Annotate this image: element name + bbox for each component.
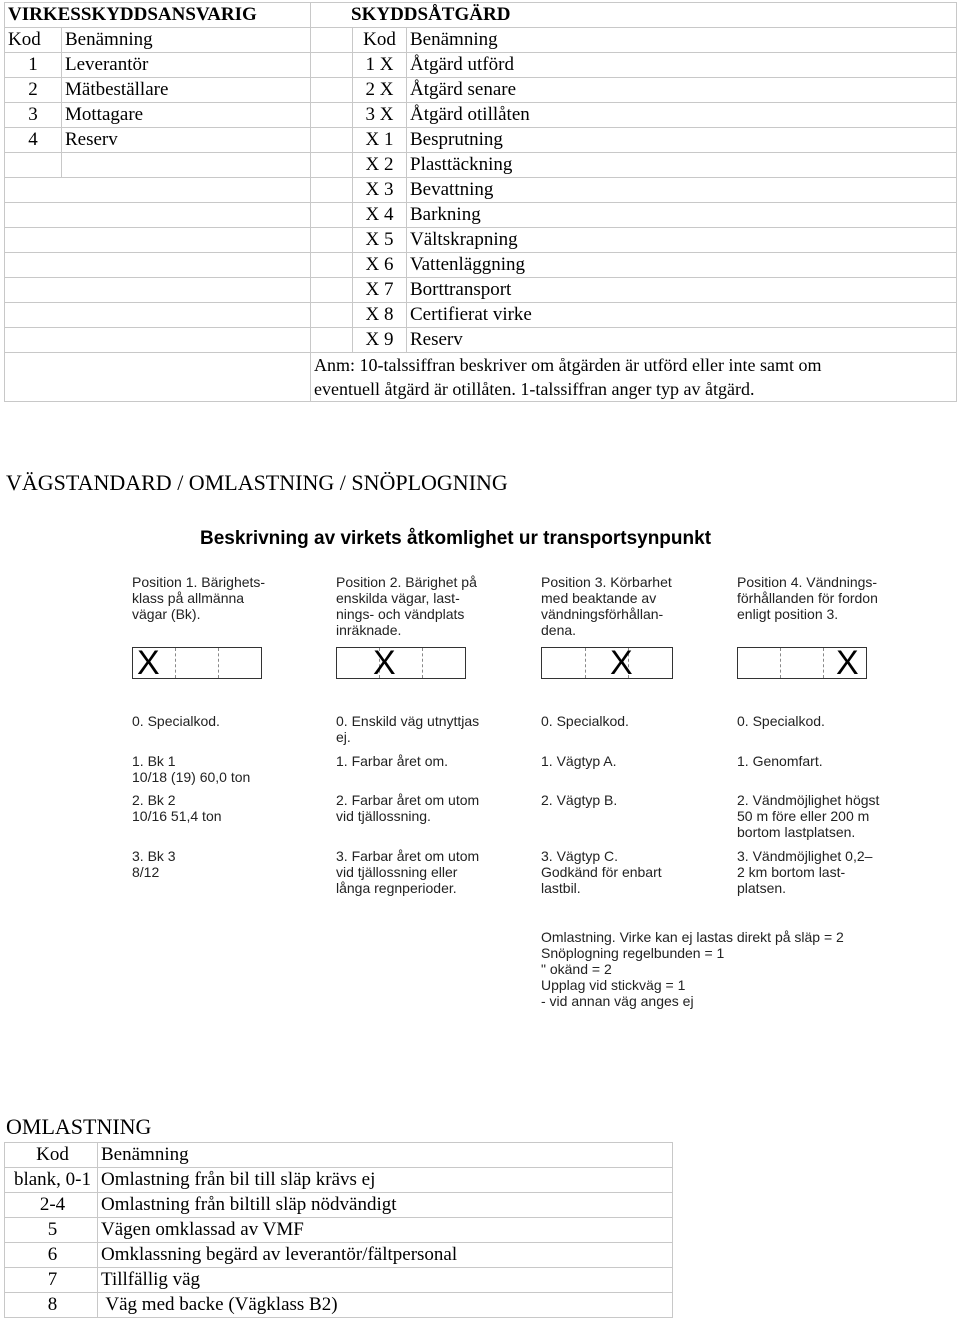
right-label: Vältskrapning xyxy=(407,228,957,253)
right-kod: X 4 xyxy=(353,203,407,228)
right-kod: X 3 xyxy=(353,178,407,203)
label-cell: Omlastning från biltill släp nödvändigt xyxy=(98,1193,673,1218)
position-box-4 xyxy=(737,644,867,682)
col2-item: 0. Enskild väg utnyttjas ej. xyxy=(336,713,480,745)
col3-item: 0. Specialkod. xyxy=(541,713,629,729)
left-label: Mottagare xyxy=(62,103,311,128)
skydd-table xyxy=(4,2,957,402)
table-row xyxy=(5,1193,673,1218)
col-benamning: Benämning xyxy=(407,28,957,53)
table-header-row xyxy=(5,3,957,28)
right-label: Reserv xyxy=(407,328,957,353)
col4-item: 1. Genomfart. xyxy=(737,753,823,769)
x-mark: X xyxy=(836,644,859,682)
col1-head: Position 1. Bärighets- klass på allmänna vägar (Bk). xyxy=(132,574,266,622)
kod-cell: 5 xyxy=(5,1218,98,1243)
table-row xyxy=(5,278,957,303)
right-label: Åtgärd otillåten xyxy=(407,103,957,128)
right-label: Åtgärd utförd xyxy=(407,53,957,78)
table-row xyxy=(5,53,957,78)
right-label: Barkning xyxy=(407,203,957,228)
col1-item: 2. Bk 2 10/16 51,4 ton xyxy=(132,792,222,824)
label-cell: Väg med backe (Vägklass B2) xyxy=(98,1293,673,1318)
col3-item: 2. Vägtyp B. xyxy=(541,792,618,808)
kod-cell: 2-4 xyxy=(5,1193,98,1218)
col2-item: 2. Farbar året om utom vid tjällossning. xyxy=(336,792,480,824)
left-kod: 4 xyxy=(5,128,62,153)
table-row xyxy=(5,103,957,128)
right-kod: X 8 xyxy=(353,303,407,328)
left-label: Leverantör xyxy=(62,53,311,78)
note: Anm: 10-talssiffran beskriver om åtgärden är utförd eller inte samt om eventuell åtgärd är otillåten. 1-talssiffran anger typ av åtgärd. xyxy=(311,353,957,402)
table-row xyxy=(5,78,957,103)
left-kod: 2 xyxy=(5,78,62,103)
col2-item: 1. Farbar året om. xyxy=(336,753,449,769)
left-label: Reserv xyxy=(62,128,311,153)
col-kod: Kod xyxy=(353,28,407,53)
col3-head: Position 3. Körbarhet med beaktande av vändningsförhållan- dena. xyxy=(541,574,672,638)
note-row xyxy=(5,353,957,402)
col2-head: Position 2. Bärighet på enskilda vägar, last- nings- och vändplats inräknade. xyxy=(336,574,477,638)
position-box-3 xyxy=(541,644,673,682)
col2-item: 3. Farbar året om utom vid tjällossning eller långa regnperioder. xyxy=(336,848,480,896)
table-row xyxy=(5,178,957,203)
table-header-row xyxy=(5,1143,673,1168)
right-label: Vattenläggning xyxy=(407,253,957,278)
figure-title: Beskrivning av virkets åtkomlighet ur transportsynpunkt xyxy=(200,528,712,549)
right-kod: X 2 xyxy=(353,153,407,178)
label-cell: Omklassning begärd av leverantör/fältpersonal xyxy=(98,1243,673,1268)
table-row xyxy=(5,203,957,228)
col-benamning: Benämning xyxy=(98,1143,673,1168)
right-kod: 1 X xyxy=(353,53,407,78)
table-row xyxy=(5,153,957,178)
col-kod: Kod xyxy=(5,28,62,53)
x-mark: X xyxy=(373,644,396,682)
left-kod: 1 xyxy=(5,53,62,78)
right-label: Borttransport xyxy=(407,278,957,303)
table-row xyxy=(5,1168,673,1193)
table-row xyxy=(5,1243,673,1268)
col4-item: 2. Vändmöjlighet högst 50 m före eller 200 m bortom lastplatsen. xyxy=(737,792,880,840)
label-cell: Omlastning från bil till släp krävs ej xyxy=(98,1168,673,1193)
table-row xyxy=(5,1268,673,1293)
left-kod: 3 xyxy=(5,103,62,128)
col4-item: 3. Vändmöjlighet 0,2– 2 km bortom last- platsen. xyxy=(737,848,873,896)
right-kod: X 6 xyxy=(353,253,407,278)
right-title: SKYDDSÅTGÄRD xyxy=(311,3,957,28)
col-benamning: Benämning xyxy=(62,28,311,53)
table-row xyxy=(5,1218,673,1243)
section-title: VÄGSTANDARD / OMLASTNING / SNÖPLOGNING xyxy=(6,470,508,495)
right-label: Bevattning xyxy=(407,178,957,203)
col3-item: 3. Vägtyp C. Godkänd för enbart lastbil. xyxy=(541,848,662,896)
col4-item: 0. Specialkod. xyxy=(737,713,825,729)
table-colhead-row xyxy=(5,28,957,53)
omlastning-title: OMLASTNING xyxy=(6,1114,152,1139)
right-kod: X 9 xyxy=(353,328,407,353)
table-row xyxy=(5,303,957,328)
kod-cell: blank, 0-1 xyxy=(5,1168,98,1193)
col-kod: Kod xyxy=(5,1143,98,1168)
col4-head: Position 4. Vändnings- förhållanden för fordon enligt position 3. xyxy=(737,574,878,622)
right-label: Åtgärd senare xyxy=(407,78,957,103)
right-kod: 2 X xyxy=(353,78,407,103)
kod-cell: 8 xyxy=(5,1293,98,1318)
left-label: Mätbeställare xyxy=(62,78,311,103)
label-cell: Tillfällig väg xyxy=(98,1268,673,1293)
right-kod: X 1 xyxy=(353,128,407,153)
col1-item: 0. Specialkod. xyxy=(132,713,220,729)
position-box-2 xyxy=(336,644,466,682)
table-row xyxy=(5,228,957,253)
x-mark: X xyxy=(137,644,160,682)
right-kod: 3 X xyxy=(353,103,407,128)
col3-item: 1. Vägtyp A. xyxy=(541,753,617,769)
omlastning-table xyxy=(4,1142,673,1318)
right-label: Certifierat virke xyxy=(407,303,957,328)
table-row xyxy=(5,128,957,153)
col1-item: 3. Bk 3 8/12 xyxy=(132,848,176,880)
figure-notes: Omlastning. Virke kan ej lastas direkt på släp = 2 Snöplogning regelbunden = 1 " okänd = 2 Upplag vid stickväg = 1 - vid annan väg anges ej xyxy=(541,929,844,1009)
col1-item: 1. Bk 1 10/18 (19) 60,0 ton xyxy=(132,753,251,785)
right-kod: X 5 xyxy=(353,228,407,253)
right-label: Plasttäckning xyxy=(407,153,957,178)
left-title: VIRKESSKYDDSANSVARIG xyxy=(5,3,311,28)
x-mark: X xyxy=(610,644,633,682)
position-box-1 xyxy=(132,644,262,682)
kod-cell: 7 xyxy=(5,1268,98,1293)
right-kod: X 7 xyxy=(353,278,407,303)
right-label: Besprutning xyxy=(407,128,957,153)
table-row xyxy=(5,1293,673,1318)
label-cell: Vägen omklassad av VMF xyxy=(98,1218,673,1243)
table-row xyxy=(5,328,957,353)
kod-cell: 6 xyxy=(5,1243,98,1268)
table-row xyxy=(5,253,957,278)
